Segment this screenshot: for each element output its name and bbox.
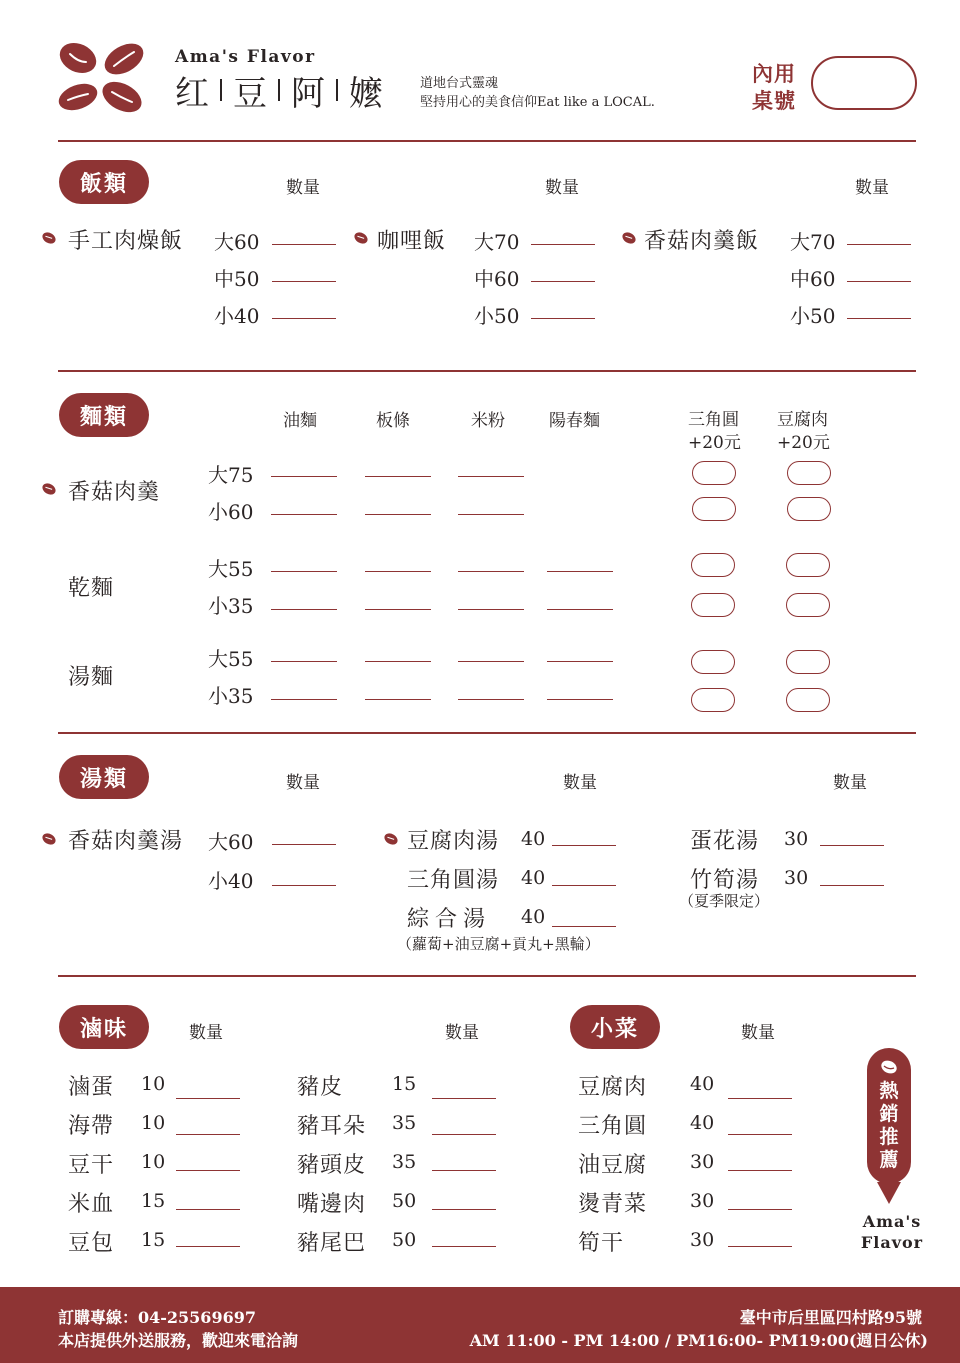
size-price: 大55	[208, 557, 254, 581]
quantity-input[interactable]	[547, 699, 613, 700]
item-price: 35	[392, 1112, 417, 1134]
quantity-input[interactable]	[176, 1246, 240, 1247]
item-price: 10	[141, 1151, 166, 1173]
hot-pick-char: 薦	[879, 1149, 899, 1171]
store-address: 臺中市后里區四村路95號	[739, 1308, 922, 1327]
item-price: 15	[392, 1073, 417, 1095]
dish-name: 豬皮	[297, 1075, 344, 1100]
size-price: 小50	[790, 304, 836, 328]
addon-checkbox[interactable]	[786, 553, 830, 577]
dish-name: 三角圓	[578, 1114, 648, 1139]
bean-bullet-icon	[40, 831, 57, 847]
bean-bullet-icon	[40, 481, 57, 497]
quantity-input[interactable]	[365, 514, 431, 515]
quantity-input[interactable]	[458, 476, 524, 477]
dish-name: 豆腐肉	[578, 1075, 648, 1100]
item-price: 30	[784, 867, 809, 889]
dish-name: 豆包	[68, 1231, 115, 1256]
dish-name: 乾麵	[68, 576, 115, 601]
quantity-input[interactable]	[552, 885, 616, 886]
table-number-label: 桌號	[752, 88, 796, 113]
brand-tag-line-1: Ama's	[862, 1212, 922, 1231]
delivery-info: 本店提供外送服務，歡迎來電洽詢	[58, 1331, 299, 1350]
item-price: 40	[690, 1073, 715, 1095]
addon-header: 三角圓	[688, 410, 739, 430]
item-price: 30	[690, 1229, 715, 1251]
quantity-input[interactable]	[365, 609, 431, 610]
order-phone[interactable]: 訂購專線：04-25569697	[58, 1308, 256, 1327]
bean-bullet-icon	[382, 831, 399, 847]
slogan-line-2: 堅持用心的美食信仰Eat like a LOCAL.	[420, 95, 655, 110]
addon-checkbox[interactable]	[786, 688, 830, 712]
size-price: 大70	[790, 230, 836, 254]
bean-bullet-icon	[620, 230, 637, 246]
item-price: 30	[690, 1190, 715, 1212]
size-price: 大70	[474, 230, 520, 254]
quantity-header: 數量	[189, 1023, 223, 1043]
size-price: 小40	[208, 869, 254, 893]
quantity-input[interactable]	[432, 1134, 496, 1135]
braised-section-title: 滷味	[59, 1005, 149, 1049]
item-price: 10	[141, 1112, 166, 1134]
quantity-input[interactable]	[271, 699, 337, 700]
addon-checkbox[interactable]	[691, 650, 735, 674]
quantity-input[interactable]	[728, 1098, 792, 1099]
quantity-input[interactable]	[458, 571, 524, 572]
quantity-input[interactable]	[176, 1134, 240, 1135]
quantity-header: 數量	[833, 773, 867, 793]
hot-pick-char: 熱	[879, 1080, 899, 1102]
hot-pick-char: 銷	[879, 1103, 899, 1125]
tag-pointer-icon	[877, 1182, 901, 1204]
quantity-input[interactable]	[365, 699, 431, 700]
addon-checkbox[interactable]	[786, 650, 830, 674]
quantity-input[interactable]	[365, 661, 431, 662]
item-price: 40	[690, 1112, 715, 1134]
bean-bullet-icon	[40, 230, 57, 246]
bean-icon	[880, 1060, 898, 1074]
noodle-type-header: 油麵	[283, 411, 317, 431]
quantity-input[interactable]	[272, 844, 336, 845]
size-price: 中60	[474, 267, 520, 291]
addon-checkbox[interactable]	[787, 497, 831, 521]
brand-char: 阿	[291, 73, 325, 114]
quantity-input[interactable]	[432, 1209, 496, 1210]
quantity-input[interactable]	[271, 514, 337, 515]
item-price: 15	[141, 1229, 166, 1251]
item-price: 50	[392, 1190, 417, 1212]
dish-name: 香菇肉羹	[68, 480, 161, 505]
quantity-input[interactable]	[272, 885, 336, 886]
dish-name: 豬頭皮	[297, 1153, 367, 1178]
quantity-input[interactable]	[547, 661, 613, 662]
slogan-line-1: 道地台式靈魂	[420, 76, 499, 91]
item-price: 30	[690, 1151, 715, 1173]
brand-english: Ama's Flavor	[175, 47, 316, 67]
quantity-input[interactable]	[432, 1246, 496, 1247]
dish-name: 蛋花湯	[690, 829, 760, 854]
quantity-input[interactable]	[728, 1134, 792, 1135]
size-price: 大60	[208, 830, 254, 854]
size-price: 小60	[208, 500, 254, 524]
quantity-header: 數量	[545, 178, 579, 198]
dine-in-label: 內用	[752, 61, 796, 86]
quantity-input[interactable]	[847, 244, 911, 245]
quantity-header: 數量	[286, 773, 320, 793]
quantity-input[interactable]	[271, 571, 337, 572]
dish-name: 湯麵	[68, 665, 115, 690]
quantity-header: 數量	[445, 1023, 479, 1043]
dish-name: 豆干	[68, 1153, 115, 1178]
dish-name: 竹筍湯	[690, 868, 760, 893]
item-price: 50	[392, 1229, 417, 1251]
bean-bullet-icon	[352, 230, 369, 246]
size-price: 小35	[208, 594, 254, 618]
quantity-input[interactable]	[176, 1098, 240, 1099]
quantity-input[interactable]	[458, 514, 524, 515]
quantity-input[interactable]	[272, 244, 336, 245]
quantity-input[interactable]	[271, 661, 337, 662]
quantity-input[interactable]	[552, 845, 616, 846]
combo-soup-note: （蘿蔔+油豆腐+貢丸+黑輪）	[397, 935, 600, 953]
dish-name: 豬尾巴	[297, 1231, 367, 1256]
dish-name: 豆腐肉湯	[407, 829, 500, 854]
opening-hours: AM 11:00 - PM 14:00 / PM16:00- PM19:00(週日公休)	[469, 1331, 928, 1350]
item-price: 30	[784, 828, 809, 850]
quantity-input[interactable]	[820, 845, 884, 846]
dish-name: 豬耳朵	[297, 1114, 367, 1139]
quantity-input[interactable]	[365, 571, 431, 572]
size-price: 小50	[474, 304, 520, 328]
item-price: 35	[392, 1151, 417, 1173]
item-price: 40	[521, 906, 546, 928]
quantity-header: 數量	[563, 773, 597, 793]
dish-name: 燙青菜	[578, 1192, 648, 1217]
item-price: 40	[521, 867, 546, 889]
dish-name: 海帶	[68, 1114, 115, 1139]
quantity-input[interactable]	[531, 281, 595, 282]
side-dish-section-title: 小菜	[570, 1005, 660, 1049]
noodle-type-header: 陽春麵	[549, 411, 600, 431]
brand-chinese	[175, 70, 383, 114]
quantity-input[interactable]	[272, 281, 336, 282]
brand-char: 嬤	[349, 73, 383, 114]
quantity-input[interactable]	[365, 476, 431, 477]
addon-checkbox[interactable]	[692, 461, 736, 485]
quantity-input[interactable]	[432, 1170, 496, 1171]
addon-header: 豆腐肉	[777, 410, 828, 430]
addon-checkbox[interactable]	[691, 688, 735, 712]
quantity-input[interactable]	[847, 318, 911, 319]
item-price: 40	[521, 828, 546, 850]
noodle-type-header: 米粉	[471, 411, 505, 431]
brand-char: 红	[175, 73, 209, 114]
addon-checkbox[interactable]	[692, 497, 736, 521]
quantity-input[interactable]	[271, 476, 337, 477]
red-bean-logo-icon	[56, 40, 148, 116]
quantity-input[interactable]	[552, 926, 616, 927]
addon-checkbox[interactable]	[786, 593, 830, 617]
addon-checkbox[interactable]	[691, 553, 735, 577]
size-price: 小35	[208, 684, 254, 708]
quantity-input[interactable]	[458, 661, 524, 662]
dish-name: 滷蛋	[68, 1075, 115, 1100]
quantity-header: 數量	[741, 1023, 775, 1043]
quantity-input[interactable]	[458, 699, 524, 700]
dish-name: 香菇肉羹湯	[68, 829, 184, 854]
quantity-input[interactable]	[728, 1209, 792, 1210]
hot-pick-char: 推	[879, 1126, 899, 1148]
dish-name: 綜合湯	[407, 907, 492, 932]
dish-name: 香菇肉羹飯	[644, 229, 760, 254]
quantity-input[interactable]	[176, 1209, 240, 1210]
quantity-input[interactable]	[847, 281, 911, 282]
size-price: 大60	[214, 230, 260, 254]
size-price: 大75	[208, 463, 254, 487]
size-price: 中60	[790, 267, 836, 291]
soup-section-title: 湯類	[59, 755, 149, 799]
item-price: 10	[141, 1073, 166, 1095]
quantity-input[interactable]	[458, 609, 524, 610]
quantity-header: 數量	[286, 178, 320, 198]
addon-checkbox[interactable]	[691, 593, 735, 617]
size-price: 小40	[214, 304, 260, 328]
footer-bar	[0, 1287, 960, 1363]
size-price: 中50	[214, 267, 260, 291]
divider	[58, 370, 916, 372]
dish-name: 三角圓湯	[407, 868, 500, 893]
noodle-type-header: 板條	[376, 411, 410, 431]
quantity-input[interactable]	[176, 1170, 240, 1171]
quantity-input[interactable]	[728, 1170, 792, 1171]
quantity-header: 數量	[855, 178, 889, 198]
quantity-input[interactable]	[531, 244, 595, 245]
size-price: 大55	[208, 647, 254, 671]
dish-name: 米血	[68, 1192, 115, 1217]
table-number-field[interactable]	[811, 56, 917, 110]
seasonal-note: （夏季限定）	[679, 892, 770, 910]
addon-checkbox[interactable]	[787, 461, 831, 485]
quantity-input[interactable]	[820, 885, 884, 886]
quantity-input[interactable]	[728, 1246, 792, 1247]
dish-name: 手工肉燥飯	[68, 229, 184, 254]
brand-tag-line-2: Flavor	[860, 1233, 924, 1252]
rice-section-title: 飯類	[59, 160, 149, 204]
divider	[58, 732, 916, 734]
divider	[58, 140, 916, 142]
divider	[58, 975, 916, 977]
quantity-input[interactable]	[272, 318, 336, 319]
dish-name: 筍干	[578, 1231, 625, 1256]
quantity-input[interactable]	[271, 609, 337, 610]
brand-char: 豆	[233, 73, 267, 114]
hot-pick-label	[878, 1080, 900, 1172]
quantity-input[interactable]	[531, 318, 595, 319]
addon-price: +20元	[688, 433, 741, 453]
quantity-input[interactable]	[432, 1098, 496, 1099]
item-price: 15	[141, 1190, 166, 1212]
noodle-section-title: 麵類	[59, 393, 149, 437]
quantity-input[interactable]	[547, 609, 613, 610]
addon-price: +20元	[777, 433, 830, 453]
quantity-input[interactable]	[547, 571, 613, 572]
dish-name: 咖哩飯	[377, 229, 447, 254]
dish-name: 油豆腐	[578, 1153, 648, 1178]
dish-name: 嘴邊肉	[297, 1192, 367, 1217]
